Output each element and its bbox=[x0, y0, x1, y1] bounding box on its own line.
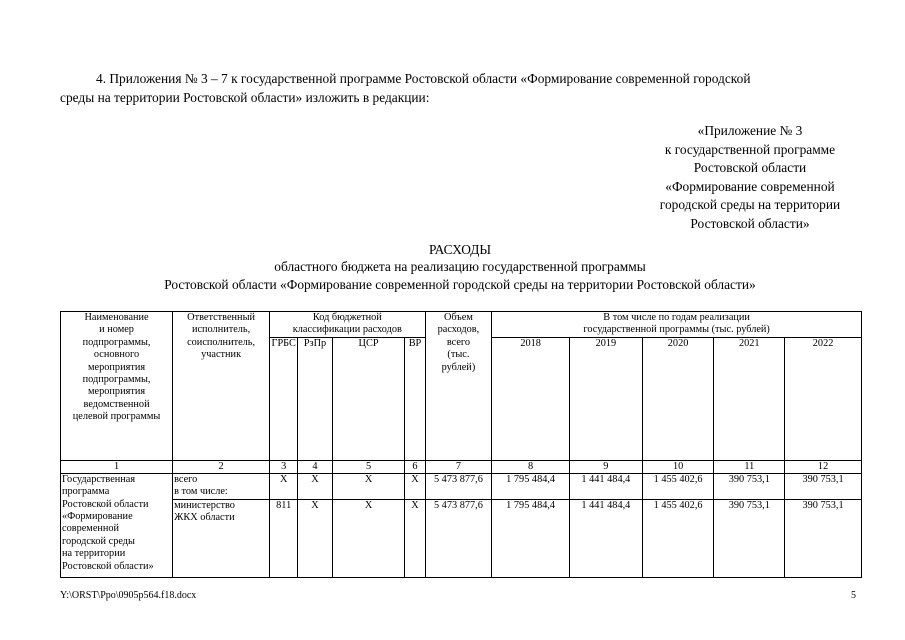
col-number: 8 bbox=[492, 460, 570, 473]
total-cell: 5 473 877,6 bbox=[425, 499, 492, 577]
program-name-cell: Государственная программа Ростовской области «Формирование современной городской среды на территории Ростовской области» bbox=[61, 473, 173, 577]
header-budget-code: Код бюджетной классификации расходов bbox=[270, 312, 426, 338]
header-rzpr: РзПр bbox=[298, 337, 332, 460]
rzpr-cell: Х bbox=[298, 499, 332, 577]
column-number-row bbox=[61, 460, 862, 473]
appendix-line: Ростовской области bbox=[693, 160, 807, 176]
csr-cell: Х bbox=[332, 473, 405, 499]
header-csr: ЦСР bbox=[332, 337, 405, 460]
grbs-cell: Х bbox=[270, 473, 298, 499]
year-2022-cell: 390 753,1 bbox=[785, 473, 862, 499]
year-2021-cell: 390 753,1 bbox=[714, 499, 785, 577]
expenses-table bbox=[60, 311, 862, 578]
year-2018-cell: 1 795 484,4 bbox=[492, 499, 570, 577]
header-volume: Объем расходов, всего (тыс. рублей) bbox=[425, 312, 492, 461]
header-year-2022: 2022 bbox=[785, 337, 862, 460]
col-number: 5 bbox=[332, 460, 405, 473]
rzpr-cell: Х bbox=[298, 473, 332, 499]
col-number: 1 bbox=[61, 460, 173, 473]
appendix-line: городской среды на территории bbox=[659, 197, 841, 213]
col-number: 7 bbox=[425, 460, 492, 473]
col-number: 9 bbox=[570, 460, 643, 473]
title-line-3: Ростовской области «Формирование современной городской среды на территории Ростовской области» bbox=[164, 276, 756, 292]
table-row-ministry bbox=[61, 499, 862, 577]
page-number: 5 bbox=[851, 590, 856, 601]
document-title bbox=[60, 241, 860, 293]
responsible-cell: министерство ЖКХ области bbox=[173, 499, 270, 577]
year-2020-cell: 1 455 402,6 bbox=[642, 473, 714, 499]
title-line-1: РАСХОДЫ bbox=[428, 242, 492, 257]
header-grbs: ГРБС bbox=[270, 337, 298, 460]
appendix-line: Ростовской области» bbox=[690, 215, 810, 231]
header-responsible: Ответственный исполнитель, соисполнитель, участник bbox=[173, 312, 270, 461]
header-year-2021: 2021 bbox=[714, 337, 785, 460]
vr-cell: Х bbox=[405, 473, 425, 499]
col-number: 11 bbox=[714, 460, 785, 473]
year-2019-cell: 1 441 484,4 bbox=[570, 473, 643, 499]
footer-file-path: Y:\ORST\Ppo\0905p564.f18.docx bbox=[60, 590, 197, 601]
grbs-cell: 811 bbox=[270, 499, 298, 577]
title-line-2: областного бюджета на реализацию государственной программы bbox=[274, 259, 646, 275]
header-vr: ВР bbox=[405, 337, 425, 460]
table-row-total bbox=[61, 473, 862, 499]
vr-cell: Х bbox=[405, 499, 425, 577]
year-2020-cell: 1 455 402,6 bbox=[642, 499, 714, 577]
appendix-line: к государственной программе bbox=[664, 141, 836, 157]
appendix-header bbox=[600, 122, 900, 234]
col-number: 3 bbox=[270, 460, 298, 473]
header-year-2020: 2020 bbox=[642, 337, 714, 460]
responsible-cell: всего в том числе: bbox=[173, 473, 270, 499]
intro-line-2: среды на территории Ростовской области» изложить в редакции: bbox=[60, 90, 430, 105]
col-number: 6 bbox=[405, 460, 425, 473]
header-year-2019: 2019 bbox=[570, 337, 643, 460]
year-2019-cell: 1 441 484,4 bbox=[570, 499, 643, 577]
year-2022-cell: 390 753,1 bbox=[785, 499, 862, 577]
col-number: 2 bbox=[173, 460, 270, 473]
intro-paragraph bbox=[60, 69, 860, 107]
year-2021-cell: 390 753,1 bbox=[714, 473, 785, 499]
header-name: Наименование и номер подпрограммы, основного мероприятия подпрограммы, мероприятия ведомственной целевой программы bbox=[61, 312, 173, 461]
intro-line-1: 4. Приложения № 3 – 7 к государственной программе Ростовской области «Формирование современной городской bbox=[96, 71, 751, 86]
header-years-group: В том числе по годам реализации государственной программы (тыс. рублей) bbox=[492, 312, 862, 338]
header-year-2018: 2018 bbox=[492, 337, 570, 460]
col-number: 10 bbox=[642, 460, 714, 473]
col-number: 4 bbox=[298, 460, 332, 473]
appendix-line: «Формирование современной bbox=[665, 178, 835, 194]
header-row-1 bbox=[61, 312, 862, 338]
col-number: 12 bbox=[785, 460, 862, 473]
csr-cell: Х bbox=[332, 499, 405, 577]
year-2018-cell: 1 795 484,4 bbox=[492, 473, 570, 499]
appendix-line: «Приложение № 3 bbox=[697, 123, 803, 138]
total-cell: 5 473 877,6 bbox=[425, 473, 492, 499]
